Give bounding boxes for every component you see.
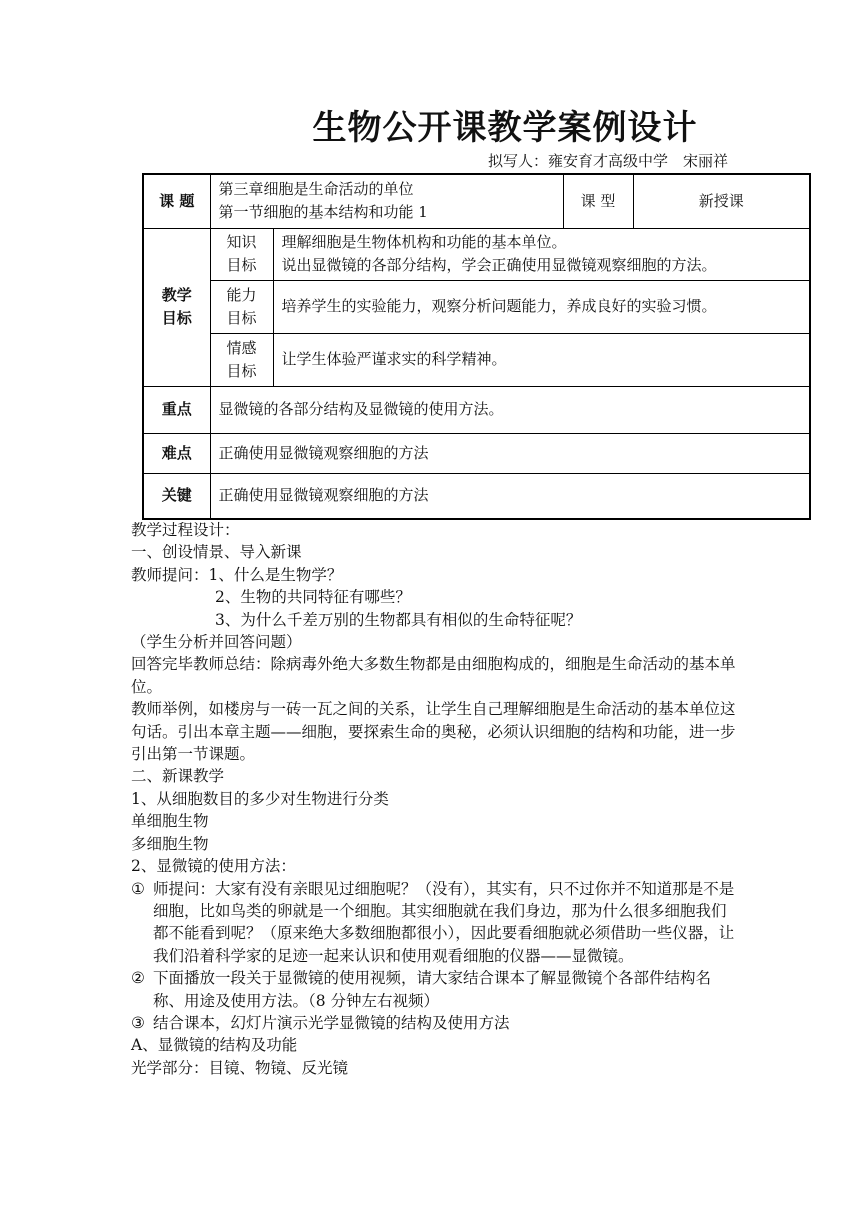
process-heading: 教学过程设计： xyxy=(131,521,240,539)
goals-label-line-2: 目标 xyxy=(161,309,192,327)
item-marker: ② xyxy=(131,969,145,988)
goal-text-line: 说出显微镜的各部分结构，学会正确使用显微镜观察细胞的方法。 xyxy=(281,256,717,274)
multicellular-item: 多细胞生物 xyxy=(131,834,209,853)
type-label: 课 型 xyxy=(563,174,633,228)
teacher-example: 教师举例，如楼房与一砖一瓦之间的关系，让学生自己理解细胞是生命活动的基本单位这句话。引出本章主题——细胞，要探索生命的奥秘，必须认识细胞的结构和功能，进一步引出第一节课题。 xyxy=(131,700,736,764)
topic-line-2: 第一节细胞的基本结构和功能 1 xyxy=(218,203,428,222)
document-title: 生物公开课教学案例设计 xyxy=(312,108,698,148)
goals-label-line-1: 教学 xyxy=(161,286,192,304)
topic-cell xyxy=(210,174,563,228)
teacher-question-1: 教师提问：1、什么是生物学？ xyxy=(131,565,343,584)
goals-label xyxy=(143,228,210,386)
emotion-goal-label xyxy=(210,333,273,386)
item-text: 下面播放一段关于显微镜的使用视频，请大家结合课本了解显微镜个各部件结构名称、用途及使用方法。（8 分钟左右视频） xyxy=(153,969,712,1010)
emotion-goal-text: 让学生体验严谨求实的科学精神。 xyxy=(273,333,810,386)
goal-text-line: 理解细胞是生物体机构和功能的基本单位。 xyxy=(281,233,567,251)
lesson-info-table xyxy=(142,173,811,520)
subsection-a: A、显微镜的结构及功能 xyxy=(131,1036,298,1055)
subsection-2: 2、显微镜的使用方法： xyxy=(131,857,296,876)
crux-label: 关键 xyxy=(143,473,210,519)
difficulty-text: 正确使用显微镜观察细胞的方法 xyxy=(210,433,810,473)
unicellular-item: 单细胞生物 xyxy=(131,812,209,831)
type-value: 新授课 xyxy=(633,174,810,228)
item-marker: ③ xyxy=(131,1013,145,1032)
optical-parts: 光学部分：目镜、物镜、反光镜 xyxy=(131,1058,349,1077)
section-two-heading: 二、新课教学 xyxy=(131,767,225,786)
knowledge-goal-label xyxy=(210,228,273,280)
teacher-summary: 回答完毕教师总结：除病毒外绝大多数生物都是由细胞构成的，细胞是生命活动的基本单位。 xyxy=(131,655,736,696)
teacher-question-2: 2、生物的共同特征有哪些？ xyxy=(215,588,411,607)
goal-label-line: 能力 xyxy=(226,285,257,304)
numbered-item-3 xyxy=(131,1012,737,1034)
key-point-text: 显微镜的各部分结构及显微镜的使用方法。 xyxy=(210,386,810,433)
item-marker: ① xyxy=(131,879,145,898)
author-line: 拟写人：雍安育才高级中学 宋丽祥 xyxy=(488,152,729,170)
lesson-process xyxy=(131,519,737,1079)
section-one-heading: 一、创设情景、导入新课 xyxy=(131,543,302,562)
numbered-item-1 xyxy=(131,878,737,968)
topic-label: 课 题 xyxy=(143,174,210,228)
ability-goal-text: 培养学生的实验能力，观察分析问题能力，养成良好的实验习惯。 xyxy=(273,280,810,333)
goal-label-line: 目标 xyxy=(226,308,257,327)
subsection-1: 1、从细胞数目的多少对生物进行分类 xyxy=(131,789,389,808)
item-text: 师提问：大家有没有亲眼见过细胞呢？（没有），其实有，只不过你并不知道那是不是细胞，比如鸟类的卵就是一个细胞。其实细胞就在我们身边，那为什么很多细胞我们都不能看到呢？（原来绝大多数细胞都很小），因此要看细胞就必须借助一些仪器，让我们沿着科学家的足迹一起来认识和使用观看细胞的仪器——显微镜。 xyxy=(153,879,735,965)
teacher-question-3: 3、为什么千差万别的生物都具有相似的生命特征呢？ xyxy=(215,610,582,629)
goal-label-line: 目标 xyxy=(226,361,257,380)
ability-goal-label xyxy=(210,280,273,333)
student-note: （学生分析并回答问题） xyxy=(131,633,302,652)
numbered-item-2 xyxy=(131,967,737,1012)
crux-text: 正确使用显微镜观察细胞的方法 xyxy=(210,473,810,519)
difficulty-label: 难点 xyxy=(143,433,210,473)
key-point-label: 重点 xyxy=(143,386,210,433)
goal-label-line: 知识 xyxy=(226,233,257,251)
knowledge-goal-text xyxy=(273,228,810,280)
goal-label-line: 目标 xyxy=(226,256,257,274)
item-text: 结合课本，幻灯片演示光学显微镜的结构及使用方法 xyxy=(153,1013,510,1032)
goal-label-line: 情感 xyxy=(226,338,257,357)
topic-line-1: 第三章细胞是生命活动的单位 xyxy=(218,180,414,199)
